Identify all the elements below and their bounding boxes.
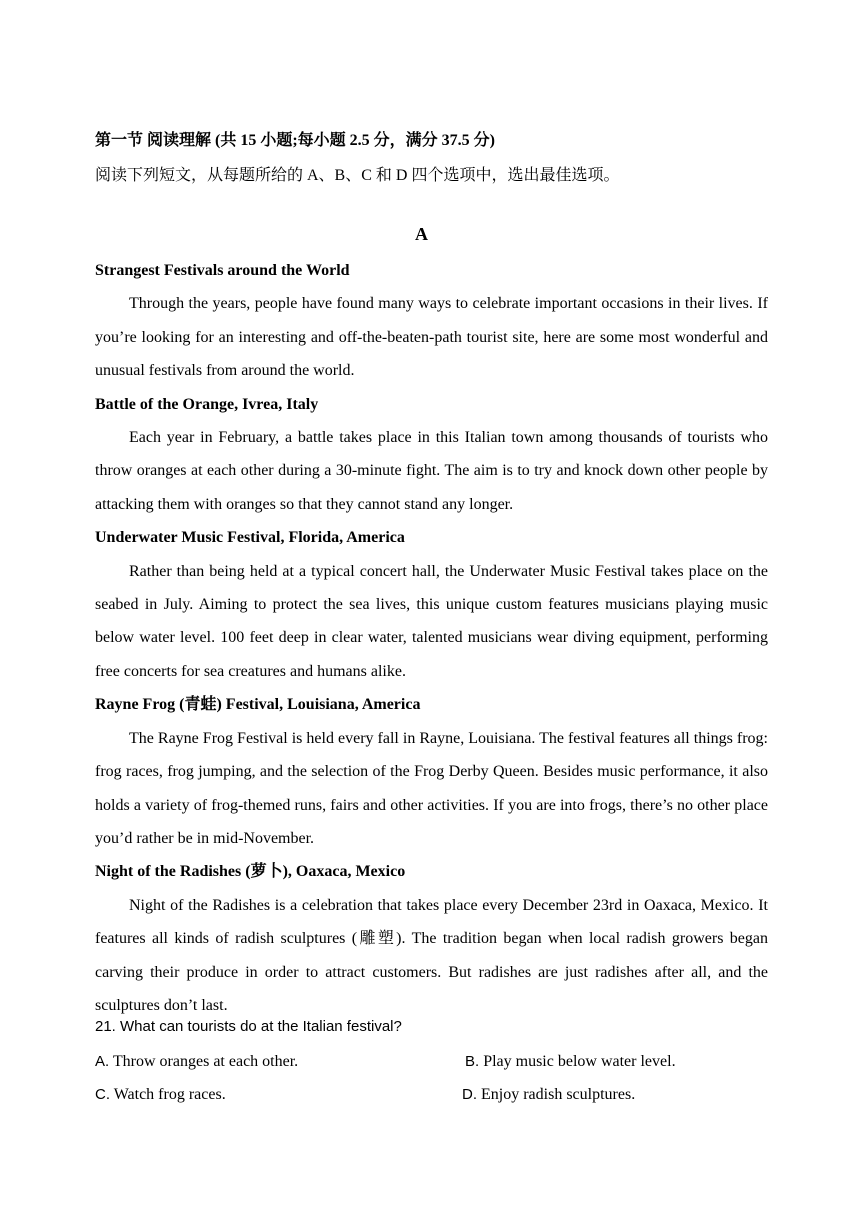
option-d-letter: D.	[462, 1086, 477, 1103]
option-c-text: Watch frog races.	[110, 1086, 226, 1103]
option-a-text: Throw oranges at each other.	[109, 1053, 299, 1070]
question-stem: 21. What can tourists do at the Italian festival?	[95, 1018, 402, 1035]
article-intro: Through the years, people have found many ways to celebrate important occasions in their lives. If you’re looking for an interesting and off-the-beaten-path tourist site, here are some most wonderful and unusual festivals from around the world.	[95, 295, 768, 380]
section-heading-frog: Rayne Frog (青蛙) Festival, Louisiana, America	[95, 696, 421, 714]
option-b-letter: B.	[465, 1053, 480, 1070]
option-b-text: Play music below water level.	[479, 1053, 676, 1070]
option-c	[95, 1086, 226, 1104]
option-a-letter: A.	[95, 1053, 110, 1070]
option-b	[465, 1053, 676, 1071]
section-header: 第一节 阅读理解 (共 15 小题;每小题 2.5 分，满分 37.5 分)	[95, 132, 495, 149]
passage-letter: A	[415, 224, 428, 244]
section-body-frog: The Rayne Frog Festival is held every fall in Rayne, Louisiana. The festival features all things frog: frog races, frog jumping, and the selection of the Frog Derby Queen. Besides music performance, it also holds a variety of frog-themed runs, fairs and other activities. If you are into frogs, there’s no other place you’d rather be in mid-November.	[95, 729, 768, 847]
section-heading-orange: Battle of the Orange, Ivrea, Italy	[95, 395, 319, 413]
option-d-text: Enjoy radish sculptures.	[477, 1086, 636, 1103]
option-c-letter: C.	[95, 1086, 110, 1103]
article-title: Strangest Festivals around the World	[95, 262, 350, 279]
option-d	[462, 1086, 635, 1104]
section-body-orange: Each year in February, a battle takes place in this Italian town among thousands of tourists who throw oranges at each other during a 30-minute fight. The aim is to try and knock down other people by attacking them with oranges so that they cannot stand any longer.	[95, 429, 768, 513]
section-heading-underwater: Underwater Music Festival, Florida, America	[95, 529, 405, 547]
instructions: 阅读下列短文，从每题所给的 A、B、C 和 D 四个选项中，选出最佳选项。	[95, 167, 620, 184]
option-a	[95, 1053, 298, 1071]
section-body-underwater: Rather than being held at a typical concert hall, the Underwater Music Festival takes place on the seabed in July. Aiming to protect the sea lives, this unique custom features musicians playing music below water level. 100 feet deep in clear water, talented musicians wear diving equipment, performing free concerts for sea creatures and humans alike.	[95, 562, 768, 680]
section-heading-radishes: Night of the Radishes (萝卜), Oaxaca, Mexico	[95, 863, 406, 881]
article	[95, 254, 768, 1022]
section-body-radishes: Night of the Radishes is a celebration that takes place every December 23rd in Oaxaca, Mexico. It features all kinds of radish sculptures (雕塑). The tradition began when local radish growers began carving their produce in order to attract customers. But radishes are just radishes after all, and the sculptures don’t last.	[95, 896, 768, 1014]
